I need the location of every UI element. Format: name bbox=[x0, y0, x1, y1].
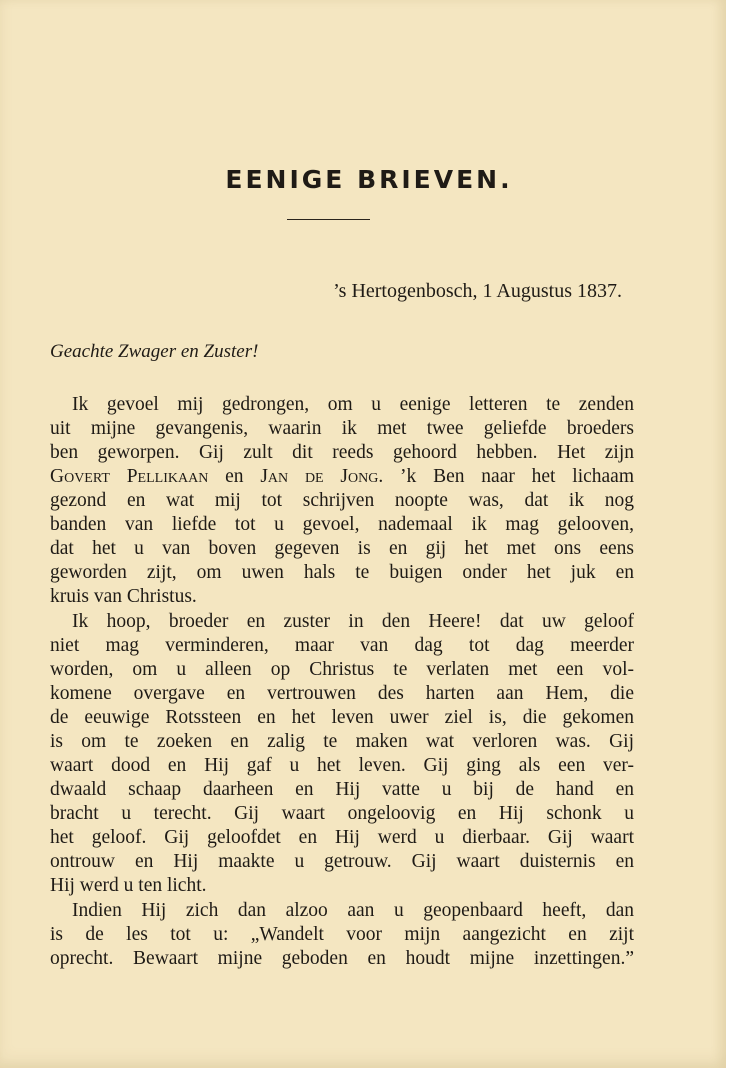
text-line: is de les tot u: „Wandelt voor mijn aangezicht en zijt bbox=[50, 924, 634, 945]
text-line: banden van liefde tot u gevoel, nademaal ik mag gelooven, bbox=[50, 514, 634, 535]
text-line: waart dood en Hij gaf u het leven. Gij ging als een ver- bbox=[50, 755, 634, 776]
text-line: Indien Hij zich dan alzoo aan u geopenbaard heeft, dan bbox=[72, 900, 634, 921]
text-line: geworden zijt, om uwen hals te buigen onder het juk en bbox=[50, 562, 634, 583]
text-line: de eeuwige Rotssteen en het leven uwer ziel is, die gekomen bbox=[50, 707, 634, 728]
text-line: gezond en wat mij tot schrijven noopte was, dat ik nog bbox=[50, 490, 634, 511]
text-line: oprecht. Bewaart mijne geboden en houdt mijne inzettingen.” bbox=[50, 948, 634, 969]
text-line: komene overgave en vertrouwen des harten aan Hem, die bbox=[50, 683, 634, 704]
text-line: uit mijne gevangenis, waarin ik met twee geliefde broeders bbox=[50, 418, 634, 439]
text-fragment: . ’k Ben naar het lichaam bbox=[378, 466, 634, 487]
text-line: kruis van Christus. bbox=[50, 586, 197, 607]
text-line: Ik gevoel mij gedrongen, om u eenige letteren te zenden bbox=[72, 394, 634, 415]
text-line-with-names bbox=[50, 465, 634, 489]
title-divider bbox=[287, 219, 370, 220]
text-fragment: en bbox=[208, 466, 261, 487]
text-line: niet mag verminderen, maar van dag tot dag meerder bbox=[50, 635, 634, 656]
text-line: Ik hoop, broeder en zuster in den Heere! dat uw geloof bbox=[72, 611, 634, 632]
dateline: ’s Hertogenbosch, 1 Augustus 1837. bbox=[333, 280, 622, 302]
text-line: ontrouw en Hij maakte u getrouw. Gij waart duisternis en bbox=[50, 851, 634, 872]
text-line: dat het u van boven gegeven is en gij het met ons eens bbox=[50, 538, 634, 559]
name-jan-de-jong: Jan de Jong bbox=[260, 466, 379, 487]
salutation: Geachte Zwager en Zuster! bbox=[50, 341, 259, 362]
text-line: bracht u terecht. Gij waart ongeloovig en Hij schonk u bbox=[50, 803, 634, 824]
text-line: worden, om u alleen op Christus te verlaten met een vol- bbox=[50, 659, 634, 680]
name-govert-pellikaan: Govert Pellikaan bbox=[50, 466, 209, 487]
text-line: is om te zoeken en zalig te maken wat verloren was. Gij bbox=[50, 731, 634, 752]
text-line: het geloof. Gij geloofdet en Hij werd u dierbaar. Gij waart bbox=[50, 827, 634, 848]
text-line: dwaald schaap daarheen en Hij vatte u bij de hand en bbox=[50, 779, 634, 800]
page-title: EENIGE BRIEVEN. bbox=[225, 165, 513, 194]
text-line: Hij werd u ten licht. bbox=[50, 875, 207, 896]
text-line: ben geworpen. Gij zult dit reeds gehoord hebben. Het zijn bbox=[50, 442, 634, 463]
